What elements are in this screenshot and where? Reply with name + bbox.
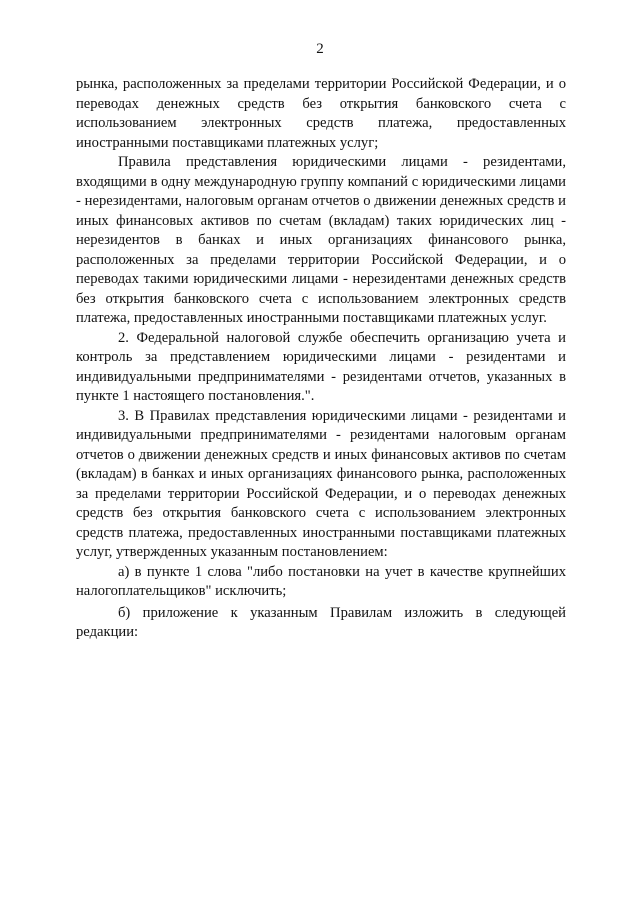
paragraph-continuation: рынка, расположенных за пределами территории Российской Федерации, и о переводах денежных средств без открытия банковского счета с использованием электронных средств платежа, предоставленных иностранными поставщиками платежных услуг; — [76, 76, 566, 151]
document-body — [76, 75, 566, 643]
paragraph-item-3: 3. В Правилах представления юридическими лицами - резидентами и индивидуальными предпринимателями - резидентами налоговым органам отчетов о движении денежных средств и иных финансовых активов по счетам (вкладам) в банках и иных организациях финансового рынка, расположенных за пределами территории Российской Федерации, и о переводах денежных средств без открытия банковского счета с использованием электронных средств платежа, предоставленных иностранными поставщиками платежных услуг, утвержденных указанным постановлением: — [76, 407, 566, 560]
paragraph-subitem-a: а) в пункте 1 слова "либо постановки на учет в качестве крупнейших налогоплательщиков" исключить; — [76, 563, 566, 599]
paragraph-item-2: 2. Федеральной налоговой службе обеспечить организацию учета и контроль за представлением юридическими лицами - резидентами и индивидуальными предпринимателями - резидентами отчетов, указанных в пункте 1 настоящего постановления.". — [76, 329, 566, 404]
paragraph-subitem-b: б) приложение к указанным Правилам изложить в следующей редакции: — [76, 604, 566, 640]
paragraph-rules-group-companies: Правила представления юридическими лицами - резидентами, входящими в одну международную группу компаний с юридическими лицами - нерезидентами, налоговым органам отчетов о движении денежных средств и иных финансовых активов по счетам (вкладам) таких юридических лиц - нерезидентов в банках и иных организациях финансового рынка, расположенных за пределами территории Российской Федерации, и о переводах такими юридическими лицами - нерезидентами денежных средств без открытия банковского счета с использованием электронных средств платежа, предоставленных иностранными поставщиками платежных услуг. — [76, 154, 566, 326]
page-number: 2 — [316, 41, 324, 57]
